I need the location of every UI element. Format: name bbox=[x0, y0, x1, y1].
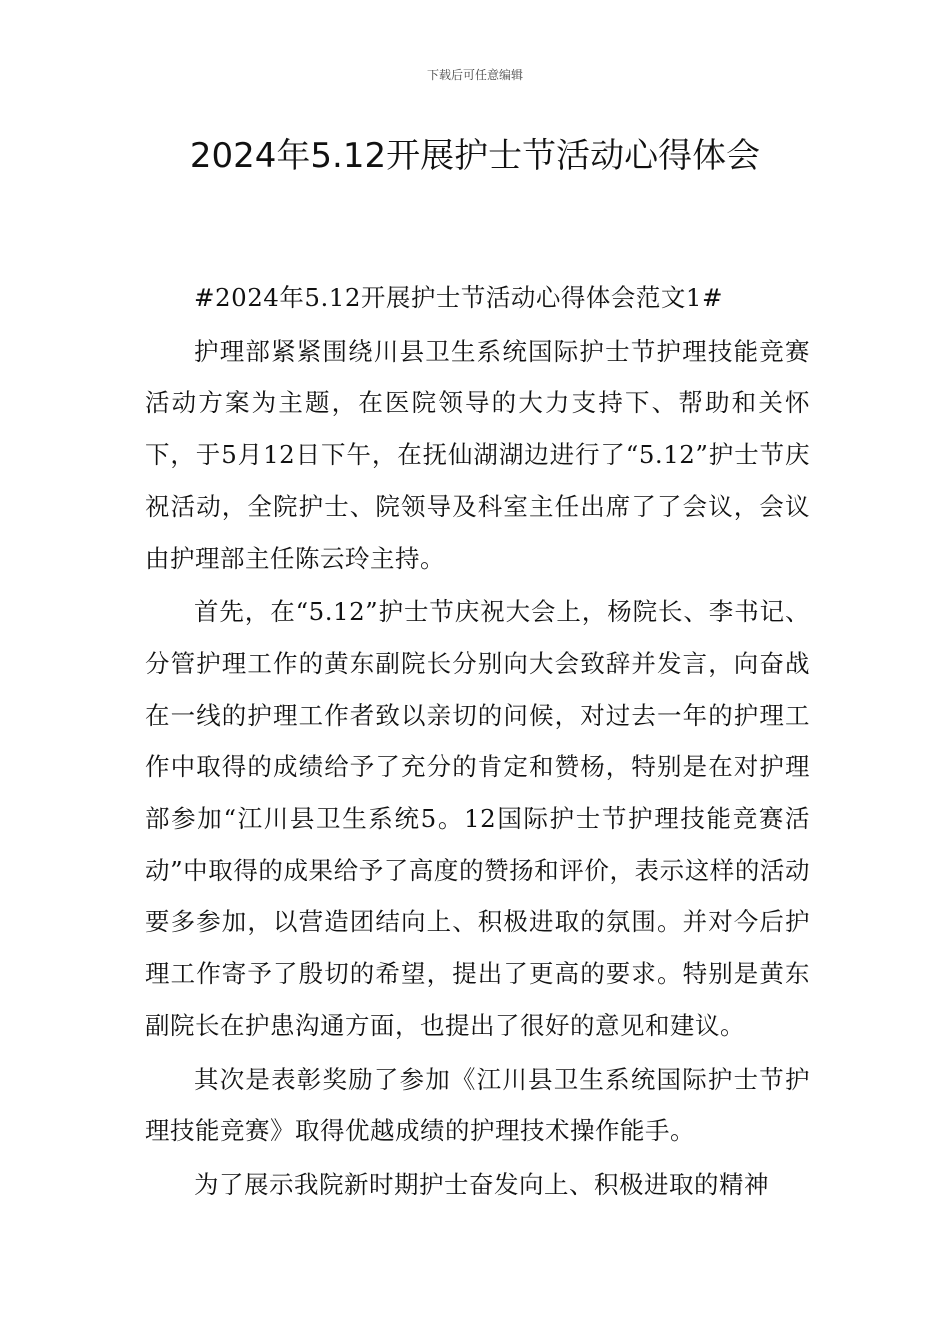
body-paragraph: 为了展示我院新时期护士奋发向上、积极进取的精神 bbox=[194, 1169, 769, 1199]
body-paragraph: 其次是表彰奖励了参加《江川县卫生系统国际护士节护理技能竞赛》取得优越成绩的护理技术操作能手。 bbox=[145, 1064, 810, 1146]
document-title: 2024年5.12开展护士节活动心得体会 bbox=[189, 136, 761, 176]
document-body bbox=[145, 272, 810, 1213]
body-paragraph: 护理部紧紧围绕川县卫生系统国际护士节护理技能竞赛活动方案为主题，在医院领导的大力支持下、帮助和关怀下，于5月12日下午，在抚仙湖湖边进行了“5.12”护士节庆祝活动，全院护士、院领导及科室主任出席了了会议，会议由护理部主任陈云玲主持。 bbox=[145, 336, 810, 573]
body-paragraph: 首先，在“5.12”护士节庆祝大会上，杨院长、李书记、分管护理工作的黄东副院长分别向大会致辞并发言，向奋战在一线的护理工作者致以亲切的问候，对过去一年的护理工作中取得的成绩给予了充分的肯定和赞杨，特别是在对护理部参加“江川县卫生系统5。12国际护士节护理技能竞赛活动”中取得的成果给予了高度的赞扬和评价，表示这样的活动要多参加，以营造团结向上、积极进取的氛围。并对今后护理工作寄予了殷切的希望，提出了更高的要求。特别是黄东副院长在护患沟通方面，也提出了很好的意见和建议。 bbox=[145, 597, 810, 1040]
section-heading: #2024年5.12开展护士节活动心得体会范文1# bbox=[194, 283, 724, 312]
header-note: 下载后可任意编辑 bbox=[426, 68, 523, 82]
